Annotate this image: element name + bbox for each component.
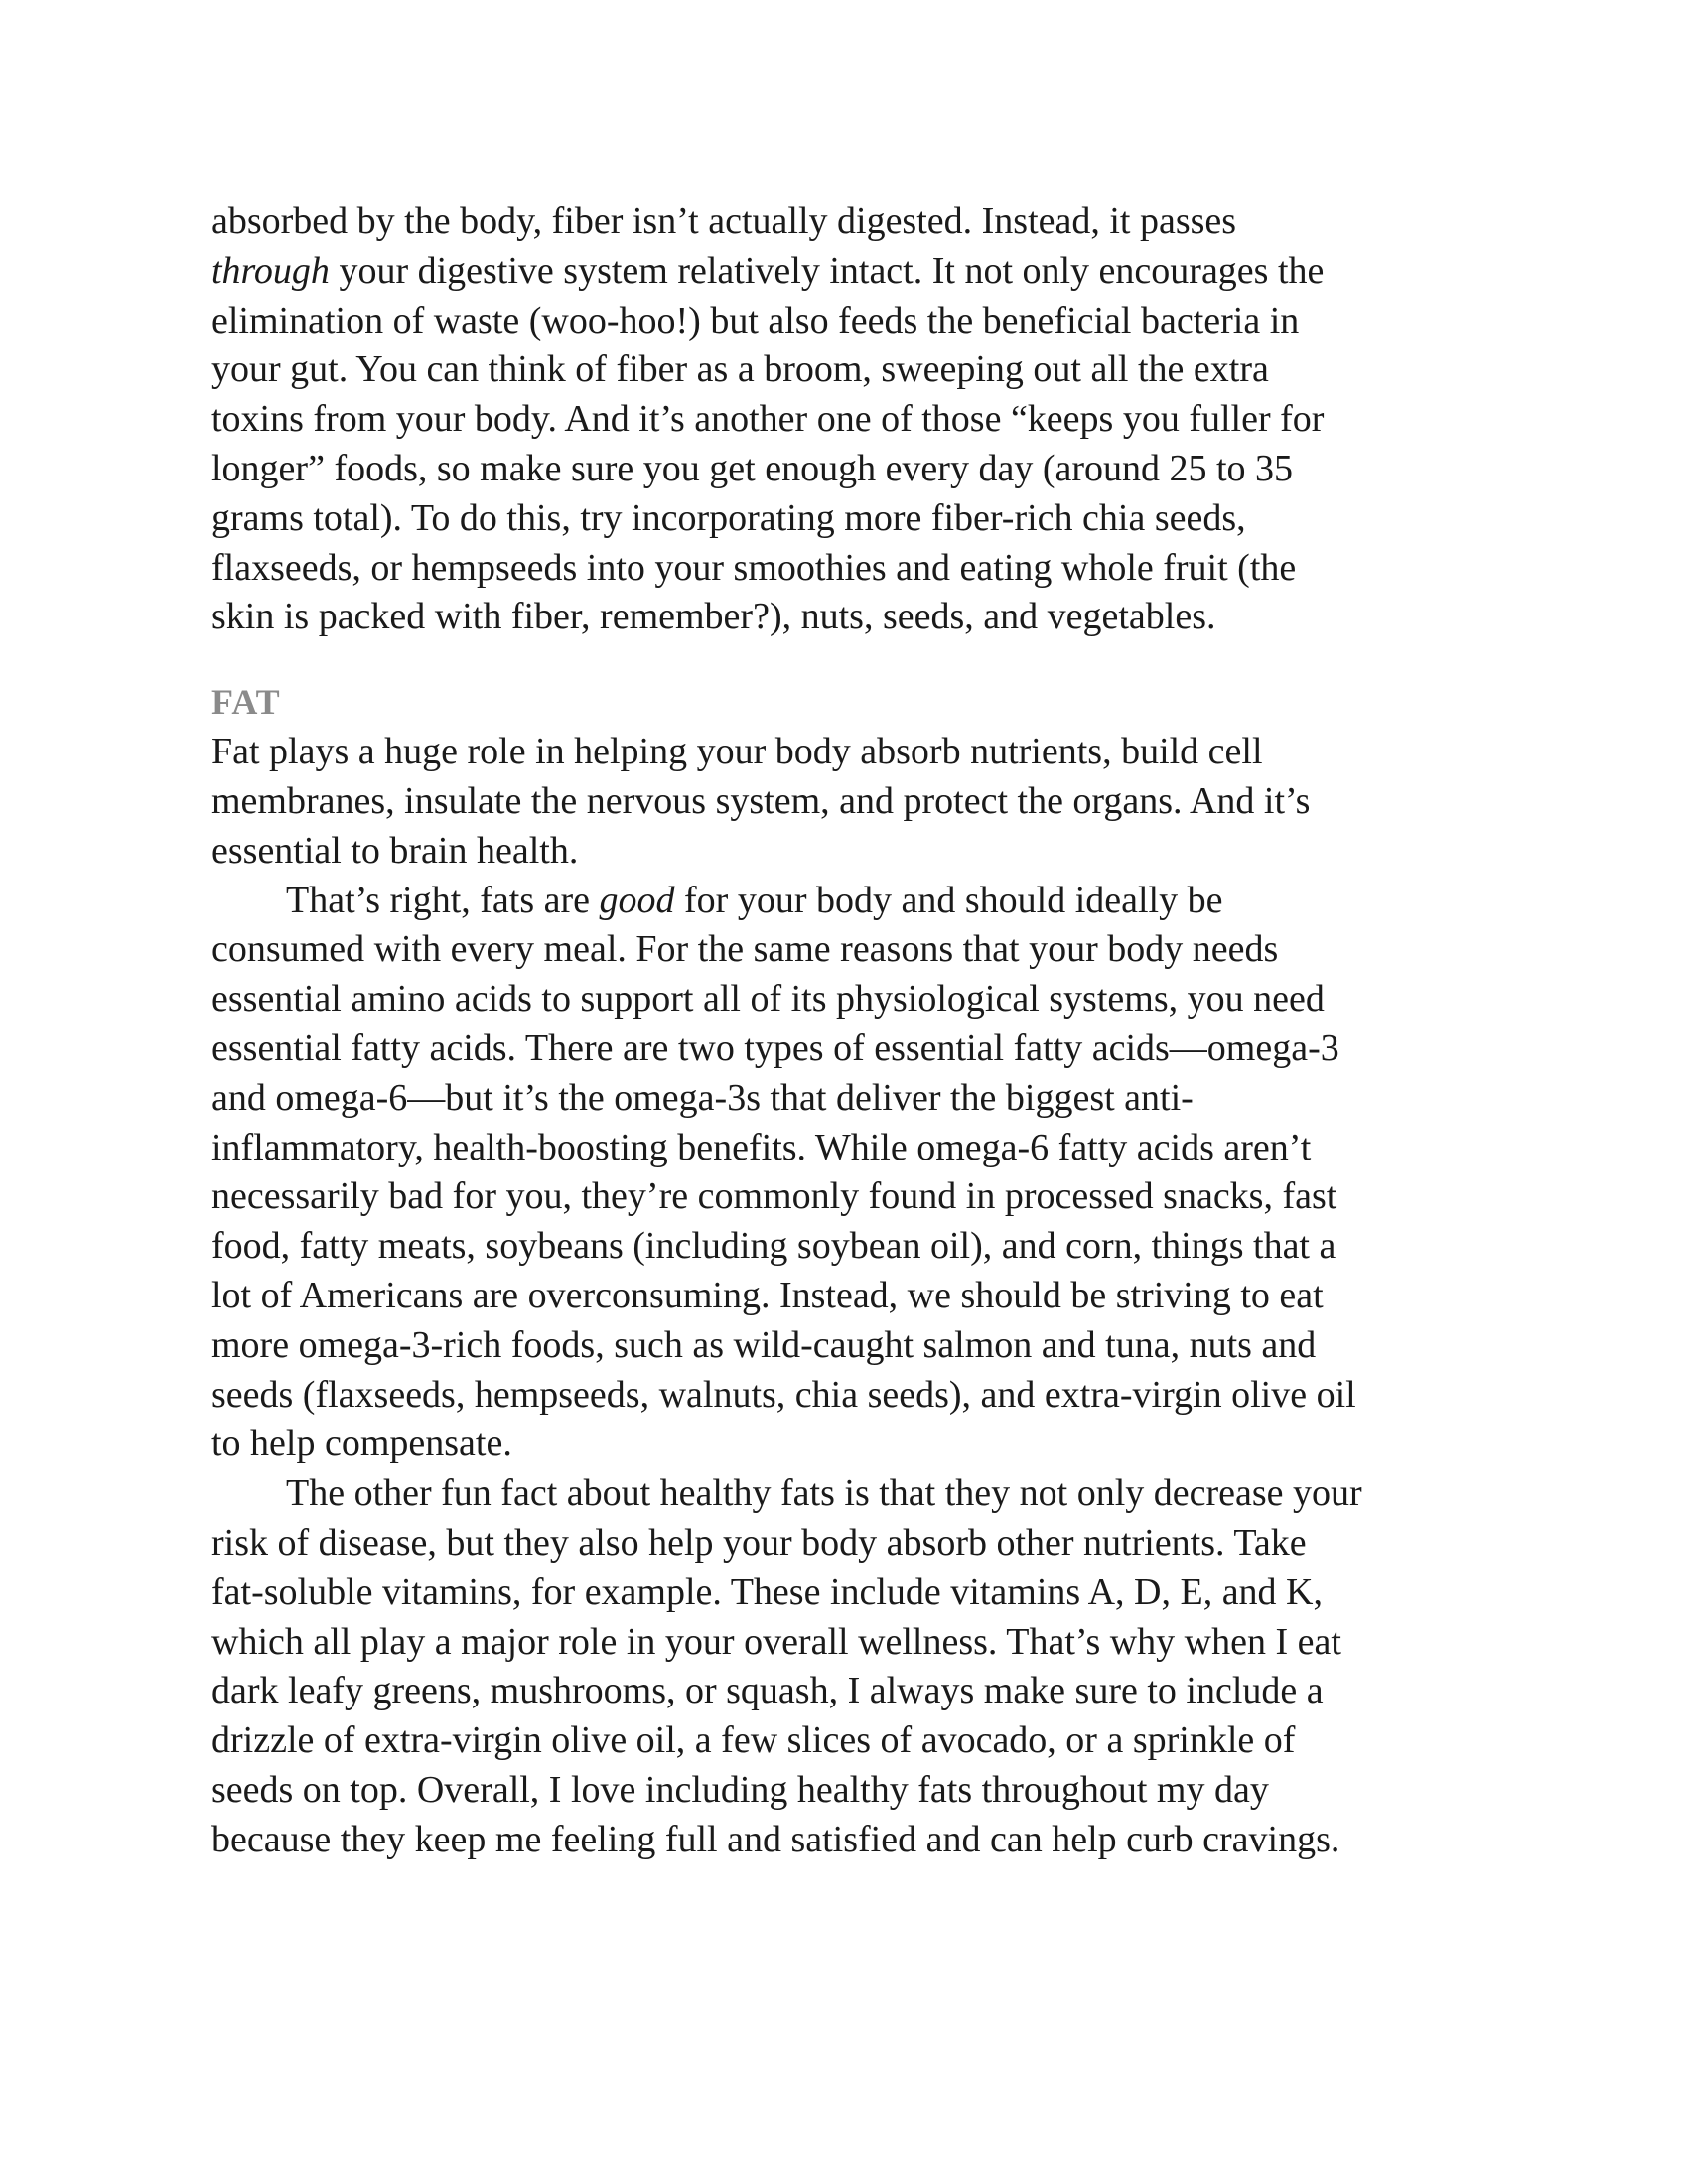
text-line: food, fatty meats, soybeans (including soybean oil), and corn, things that a [211,1225,1336,1268]
paragraph-fat-fun-fact [211,1469,1492,1864]
text-line: necessarily bad for you, they’re commonly found in processed snacks, fast [211,1175,1337,1218]
text-line [211,247,1492,297]
text-line: elimination of waste (woo-hoo!) but also feeds the beneficial bacteria in [211,299,1300,341]
text-line: toxins from your body. And it’s another one of those “keeps you fuller for [211,398,1325,441]
text-line: essential to brain health. [211,829,579,872]
text-line: lot of Americans are overconsuming. Instead, we should be striving to eat [211,1274,1324,1316]
emphasis-good: good [599,879,675,921]
text-line: dark leafy greens, mushrooms, or squash, I always make sure to include a [211,1670,1324,1712]
text-line: flaxseeds, or hempseeds into your smoothies and eating whole fruit (the [211,546,1297,589]
text-line: which all play a major role in your overall wellness. That’s why when I eat [211,1620,1341,1663]
text-line: The other fun fact about healthy fats is that they not only decrease your [286,1472,1362,1515]
text-line: membranes, insulate the nervous system, and protect the organs. And it’s [211,779,1311,822]
emphasis-through: through [211,249,330,292]
section-heading-fat: FAT [211,682,281,723]
text-line: essential fatty acids. There are two types of essential fatty acids—omega-3 [211,1026,1339,1069]
text-line: skin is packed with fiber, remember?), nuts, seeds, and vegetables. [211,596,1216,638]
text-span: That’s right, fats are [286,879,600,921]
text-span: your digestive system relatively intact. It not only encourages the [329,249,1325,292]
text-line: risk of disease, but they also help your body absorb other nutrients. Take [211,1521,1307,1564]
text-line: and omega-6—but it’s the omega-3s that deliver the biggest anti- [211,1076,1194,1119]
paragraph-fiber [211,198,1492,642]
book-page [211,198,1492,1865]
paragraph-fat-intro [211,728,1492,876]
text-line: drizzle of extra-virgin olive oil, a few slices of avocado, or a sprinkle of [211,1719,1296,1762]
text-line [211,877,1492,926]
text-line: grams total). To do this, try incorporating more fiber-rich chia seeds, [211,496,1246,539]
text-span: for your body and should ideally be [674,879,1223,921]
text-line: seeds (flaxseeds, hempseeds, walnuts, chia seeds), and extra-virgin olive oil [211,1373,1356,1416]
text-line: absorbed by the body, fiber isn’t actually digested. Instead, it passes [211,201,1237,242]
text-line: essential amino acids to support all of its physiological systems, you need [211,978,1325,1021]
text-line: consumed with every meal. For the same reasons that your body needs [211,928,1279,971]
text-line: longer” foods, so make sure you get enough every day (around 25 to 35 [211,447,1294,489]
text-line: your gut. You can think of fiber as a broom, sweeping out all the extra [211,348,1269,391]
paragraph-fat-good [211,877,1492,1470]
text-line: to help compensate. [211,1423,512,1465]
text-line: more omega-3-rich foods, such as wild-caught salmon and tuna, nuts and [211,1323,1317,1366]
text-line: inflammatory, health-boosting benefits. While omega-6 fatty acids aren’t [211,1126,1312,1168]
text-line: because they keep me feeling full and satisfied and can help curb cravings. [211,1818,1340,1860]
text-line: Fat plays a huge role in helping your body absorb nutrients, build cell [211,731,1263,773]
text-line: seeds on top. Overall, I love including healthy fats throughout my day [211,1768,1269,1811]
text-line: fat-soluble vitamins, for example. These include vitamins A, D, E, and K, [211,1570,1323,1613]
